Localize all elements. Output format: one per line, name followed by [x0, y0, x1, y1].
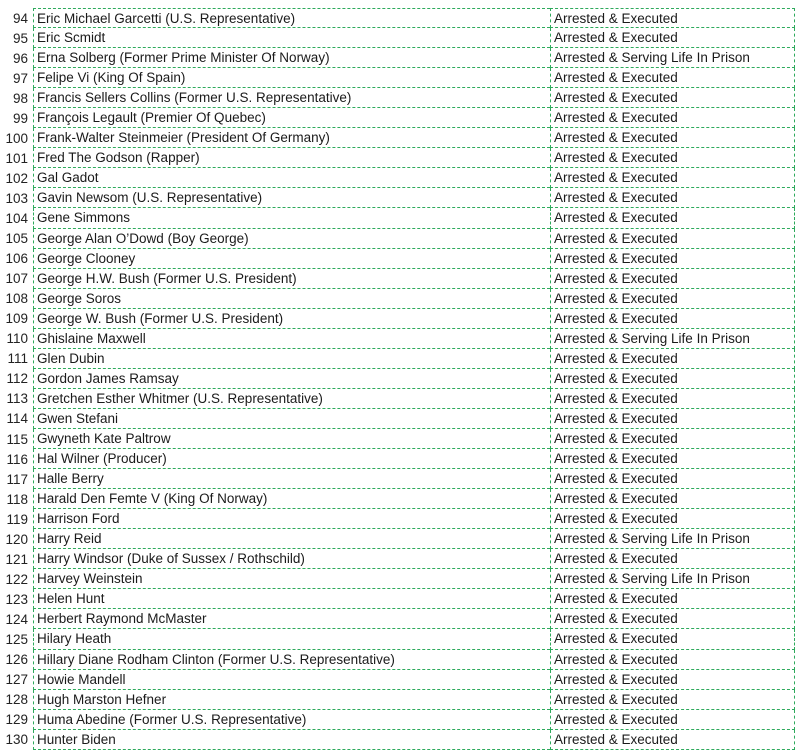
name-cell[interactable]: Erna Solberg (Former Prime Minister Of Norway)	[33, 48, 550, 68]
name-cell[interactable]: Halle Berry	[33, 469, 550, 489]
status-cell[interactable]: Arrested & Serving Life In Prison	[550, 529, 795, 549]
status-cell[interactable]: Arrested & Executed	[550, 188, 795, 208]
table-row	[0, 569, 800, 589]
status-cell[interactable]: Arrested & Executed	[550, 28, 795, 48]
table-row	[0, 489, 800, 509]
row-number: 99	[12, 110, 28, 126]
table-row	[0, 188, 800, 208]
name-cell[interactable]: Gretchen Esther Whitmer (U.S. Representative)	[33, 389, 550, 409]
status-cell[interactable]: Arrested & Executed	[550, 8, 795, 28]
table-row	[0, 650, 800, 670]
name-cell[interactable]: Hunter Biden	[33, 730, 550, 750]
row-number: 110	[6, 331, 28, 347]
row-number: 115	[6, 431, 28, 447]
row-number: 121	[5, 551, 28, 567]
name-cell[interactable]: Gordon James Ramsay	[33, 369, 550, 389]
row-number: 94	[12, 10, 28, 26]
status-cell[interactable]: Arrested & Executed	[550, 469, 795, 489]
row-number: 106	[5, 251, 28, 267]
row-number: 112	[6, 371, 28, 387]
table-row	[0, 229, 800, 249]
name-cell[interactable]: Gavin Newsom (U.S. Representative)	[33, 188, 550, 208]
status-cell[interactable]: Arrested & Executed	[550, 489, 795, 509]
name-cell[interactable]: Francis Sellers Collins (Former U.S. Representative)	[33, 88, 550, 108]
table-row	[0, 68, 800, 88]
name-cell[interactable]: Felipe Vi (King Of Spain)	[33, 68, 550, 88]
row-number: 97	[12, 70, 28, 86]
row-number: 129	[5, 712, 28, 728]
status-cell[interactable]: Arrested & Executed	[550, 409, 795, 429]
table-row	[0, 88, 800, 108]
row-number: 128	[5, 692, 28, 708]
name-cell[interactable]: Eric Michael Garcetti (U.S. Representative)	[33, 8, 550, 28]
table-row	[0, 589, 800, 609]
status-cell[interactable]: Arrested & Executed	[550, 229, 795, 249]
name-cell[interactable]: Glen Dubin	[33, 349, 550, 369]
table-row	[0, 128, 800, 148]
name-cell[interactable]: François Legault (Premier Of Quebec)	[33, 108, 550, 128]
row-number: 95	[12, 30, 28, 46]
status-cell[interactable]: Arrested & Executed	[550, 289, 795, 309]
name-cell[interactable]: George Alan O’Dowd (Boy George)	[33, 229, 550, 249]
status-cell[interactable]: Arrested & Executed	[550, 249, 795, 269]
table-row	[0, 369, 800, 389]
status-cell[interactable]: Arrested & Executed	[550, 670, 795, 690]
row-number: 101	[5, 150, 28, 166]
name-cell[interactable]: Fred The Godson (Rapper)	[33, 148, 550, 168]
name-cell[interactable]: Frank-Walter Steinmeier (President Of Germany)	[33, 128, 550, 148]
row-number: 130	[5, 732, 28, 748]
row-number: 122	[5, 571, 28, 587]
status-cell[interactable]: Arrested & Executed	[550, 629, 795, 649]
name-cell[interactable]: Ghislaine Maxwell	[33, 329, 550, 349]
status-cell[interactable]: Arrested & Executed	[550, 269, 795, 289]
name-cell[interactable]: Eric Scmidt	[33, 28, 550, 48]
row-number: 113	[6, 391, 28, 407]
row-number: 123	[5, 591, 28, 607]
row-number: 109	[5, 311, 28, 327]
name-cell[interactable]: Hilary Heath	[33, 629, 550, 649]
table-row	[0, 469, 800, 489]
table-row	[0, 690, 800, 710]
name-cell[interactable]: Harry Windsor (Duke of Sussex / Rothschild)	[33, 549, 550, 569]
status-cell[interactable]: Arrested & Executed	[550, 108, 795, 128]
row-number: 111	[7, 351, 28, 367]
status-cell[interactable]: Arrested & Executed	[550, 589, 795, 609]
row-number: 102	[5, 170, 28, 186]
row-number: 98	[12, 90, 28, 106]
table-row	[0, 529, 800, 549]
name-cell[interactable]: Howie Mandell	[33, 670, 550, 690]
name-cell[interactable]: George Soros	[33, 289, 550, 309]
name-cell[interactable]: Harrison Ford	[33, 509, 550, 529]
table-row	[0, 269, 800, 289]
status-cell[interactable]: Arrested & Serving Life In Prison	[550, 329, 795, 349]
row-number: 119	[6, 511, 28, 527]
table-row	[0, 249, 800, 269]
status-cell[interactable]: Arrested & Serving Life In Prison	[550, 569, 795, 589]
table-row	[0, 429, 800, 449]
table-row	[0, 670, 800, 690]
table-row	[0, 629, 800, 649]
row-number: 108	[5, 291, 28, 307]
name-cell[interactable]: Gene Simmons	[33, 208, 550, 228]
name-cell[interactable]: George Clooney	[33, 249, 550, 269]
table-row	[0, 309, 800, 329]
status-cell[interactable]: Arrested & Executed	[550, 429, 795, 449]
table-row	[0, 449, 800, 469]
name-cell[interactable]: Herbert Raymond McMaster	[33, 609, 550, 629]
row-number: 104	[5, 210, 28, 226]
row-number: 100	[5, 130, 28, 146]
row-number: 107	[5, 271, 28, 287]
table-row	[0, 168, 800, 188]
status-cell[interactable]: Arrested & Executed	[550, 690, 795, 710]
name-cell[interactable]: Harry Reid	[33, 529, 550, 549]
table-row	[0, 48, 800, 68]
status-cell[interactable]: Arrested & Executed	[550, 128, 795, 148]
row-number: 126	[5, 652, 28, 668]
name-cell[interactable]: Hugh Marston Hefner	[33, 690, 550, 710]
row-number: 125	[5, 631, 28, 647]
row-number: 120	[5, 531, 28, 547]
name-cell[interactable]: Hillary Diane Rodham Clinton (Former U.S. Representative)	[33, 650, 550, 670]
row-number: 118	[6, 491, 28, 507]
status-cell[interactable]: Arrested & Executed	[550, 449, 795, 469]
table-row	[0, 148, 800, 168]
status-cell[interactable]: Arrested & Executed	[550, 68, 795, 88]
table-row	[0, 349, 800, 369]
status-cell[interactable]: Arrested & Executed	[550, 549, 795, 569]
row-number: 116	[6, 451, 28, 467]
table-row	[0, 609, 800, 629]
name-cell[interactable]: Helen Hunt	[33, 589, 550, 609]
table-row	[0, 389, 800, 409]
row-number: 117	[6, 471, 28, 487]
table-row	[0, 509, 800, 529]
name-cell[interactable]: Hal Wilner (Producer)	[33, 449, 550, 469]
table-row	[0, 289, 800, 309]
table-row	[0, 108, 800, 128]
status-cell[interactable]: Arrested & Executed	[550, 208, 795, 228]
name-cell[interactable]: George H.W. Bush (Former U.S. President)	[33, 269, 550, 289]
status-cell[interactable]: Arrested & Serving Life In Prison	[550, 48, 795, 68]
status-cell[interactable]: Arrested & Executed	[550, 609, 795, 629]
status-cell[interactable]: Arrested & Executed	[550, 88, 795, 108]
status-cell[interactable]: Arrested & Executed	[550, 389, 795, 409]
status-cell[interactable]: Arrested & Executed	[550, 509, 795, 529]
status-cell[interactable]: Arrested & Executed	[550, 168, 795, 188]
name-cell[interactable]: Harald Den Femte V (King Of Norway)	[33, 489, 550, 509]
table-row	[0, 8, 800, 28]
table-row	[0, 208, 800, 228]
status-cell[interactable]: Arrested & Executed	[550, 710, 795, 730]
name-cell[interactable]: Gwen Stefani	[33, 409, 550, 429]
name-cell[interactable]: Gwyneth Kate Paltrow	[33, 429, 550, 449]
name-cell[interactable]: Gal Gadot	[33, 168, 550, 188]
table-row	[0, 549, 800, 569]
table-row	[0, 710, 800, 730]
status-cell[interactable]: Arrested & Executed	[550, 650, 795, 670]
row-number: 96	[12, 50, 28, 66]
row-number: 127	[5, 672, 28, 688]
status-cell[interactable]: Arrested & Executed	[550, 309, 795, 329]
row-number: 114	[6, 411, 28, 427]
name-cell[interactable]: George W. Bush (Former U.S. President)	[33, 309, 550, 329]
status-cell[interactable]: Arrested & Executed	[550, 349, 795, 369]
status-cell[interactable]: Arrested & Executed	[550, 148, 795, 168]
status-cell[interactable]: Arrested & Executed	[550, 730, 795, 750]
status-cell[interactable]: Arrested & Executed	[550, 369, 795, 389]
row-number: 124	[5, 611, 28, 627]
name-cell[interactable]: Harvey Weinstein	[33, 569, 550, 589]
row-number: 103	[5, 190, 28, 206]
table-row	[0, 28, 800, 48]
table-row	[0, 730, 800, 750]
table-row	[0, 409, 800, 429]
row-number: 105	[5, 231, 28, 247]
name-cell[interactable]: Huma Abedine (Former U.S. Representative)	[33, 710, 550, 730]
table-row	[0, 329, 800, 349]
spreadsheet-table	[0, 8, 800, 750]
